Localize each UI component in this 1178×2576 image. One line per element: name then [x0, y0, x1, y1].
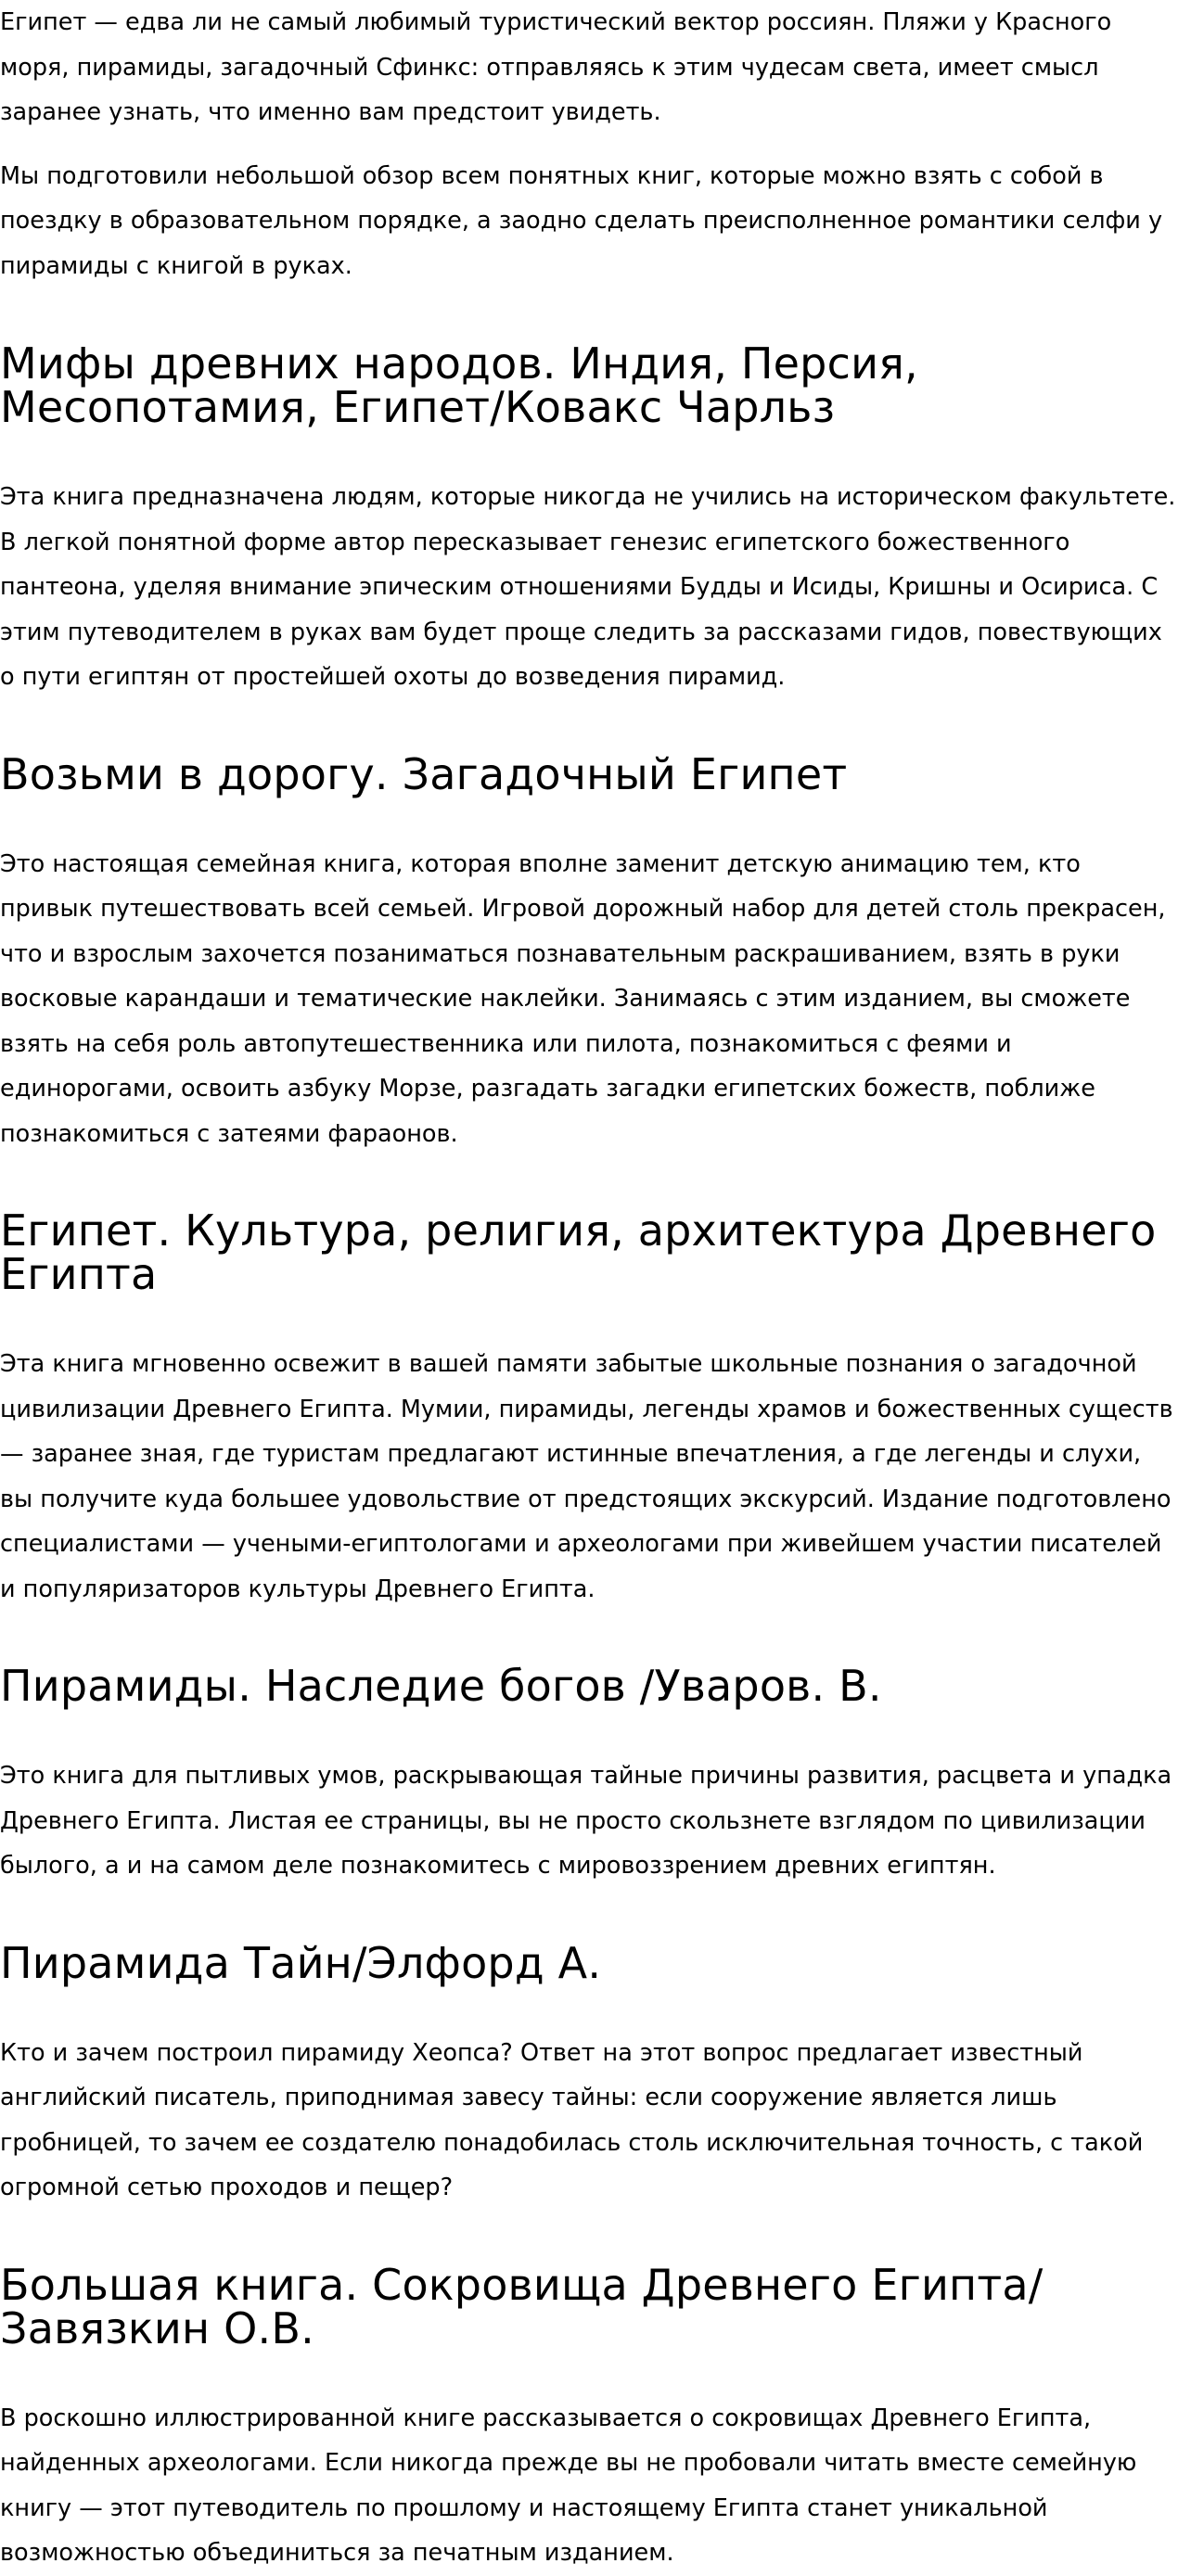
- book-title: Пирамиды. Наследие богов /Уваров. В.: [0, 1661, 882, 1711]
- book-description: В роскошно иллюстрированной книге рассказывается о сокровищах Древнего Египта, найденных археологами. Если никогда прежде вы не пробовали читать вместе семейную книгу — этот путеводитель по прошлому и настоящему Египта станет уникальной возможностью объединиться за печатным изданием.: [0, 2404, 1137, 2567]
- book-section: [0, 748, 1178, 1157]
- book-title: Возьми в дорогу. Загадочный Египет: [0, 748, 848, 799]
- book-section: [0, 338, 1178, 700]
- book-description: Это книга для пытливых умов, раскрывающая тайные причины развития, расцвета и упадка Древнего Египта. Листая ее страницы, вы не просто скользнете взглядом по цивилизации былого, а и на самом деле познакомитесь с мировоззрением древних египтян.: [0, 1762, 1172, 1880]
- book-title: Египет. Культура, религия, архитектура Древнего Египта: [0, 1205, 1157, 1299]
- book-description: Это настоящая семейная книга, которая вполне заменит детскую анимацию тем, кто привык путешествовать всей семьей. Игровой дорожный набор для детей столь прекрасен, что и взрослым захочется позаниматься познавательным раскрашиванием, взять в руки восковые карандаши и тематические наклейки. Занимаясь с этим изданием, вы сможете взять на себя роль автопутешественника или пилота, познакомиться с феями и единорогами, освоить азбуку Морзе, разгадать загадки египетских божеств, поближе познакомиться с затеями фараонов.: [0, 849, 1166, 1148]
- book-title: Мифы древних народов. Индия, Персия, Месопотамия, Египет/Ковакс Чарльз: [0, 338, 918, 432]
- book-section: [0, 1937, 1178, 2211]
- book-section: [0, 1205, 1178, 1612]
- book-section: [0, 2259, 1178, 2576]
- book-description: Кто и зачем построил пирамиду Хеопса? Ответ на этот вопрос предлагает известный английский писатель, приподнимая завесу тайны: если сооружение является лишь гробницей, то зачем ее создателю понадобилась столь исключительная точность, с такой огромной сетью проходов и пещер?: [0, 2038, 1144, 2201]
- intro-paragraph: Египет — едва ли не самый любимый туристический вектор россиян. Пляжи у Красного моря, пирамиды, загадочный Сфинкс: отправляясь к этим чудесам света, имеет смысл заранее узнать, что именно вам предстоит увидеть.: [0, 8, 1112, 126]
- intro-paragraph: Мы подготовили небольшой обзор всем понятных книг, которые можно взять с собой в поездку в образовательном порядке, а заодно сделать преисполненное романтики селфи у пирамиды с книгой в руках.: [0, 161, 1163, 280]
- book-description: Эта книга мгновенно освежит в вашей памяти забытые школьные познания о загадочной цивилизации Древнего Египта. Мумии, пирамиды, легенды храмов и божественных существ — заранее зная, где туристам предлагают истинные впечатления, а где легенды и слухи, вы получите куда большее удовольствие от предстоящих экскурсий. Издание подготовлено специалистами — учеными-египтологами и археологами при живейшем участии писателей и популяризаторов культуры Древнего Египта.: [0, 1350, 1173, 1603]
- book-description: Эта книга предназначена людям, которые никогда не учились на историческом факультете. В легкой понятной форме автор пересказывает генезис египетского божественного пантеона, уделяя внимание эпическим отношениями Будды и Исиды, Кришны и Осириса. С этим путеводителем в руках вам будет проще следить за рассказами гидов, повествующих о пути египтян от простейшей охоты до возведения пирамид.: [0, 483, 1176, 691]
- book-section: [0, 1661, 1178, 1889]
- book-title: Пирамида Тайн/Элфорд А.: [0, 1937, 602, 1988]
- article-intro: [0, 0, 1178, 288]
- book-title: Большая книга. Сокровища Древнего Египта/Завязкин О.В.: [0, 2259, 1044, 2353]
